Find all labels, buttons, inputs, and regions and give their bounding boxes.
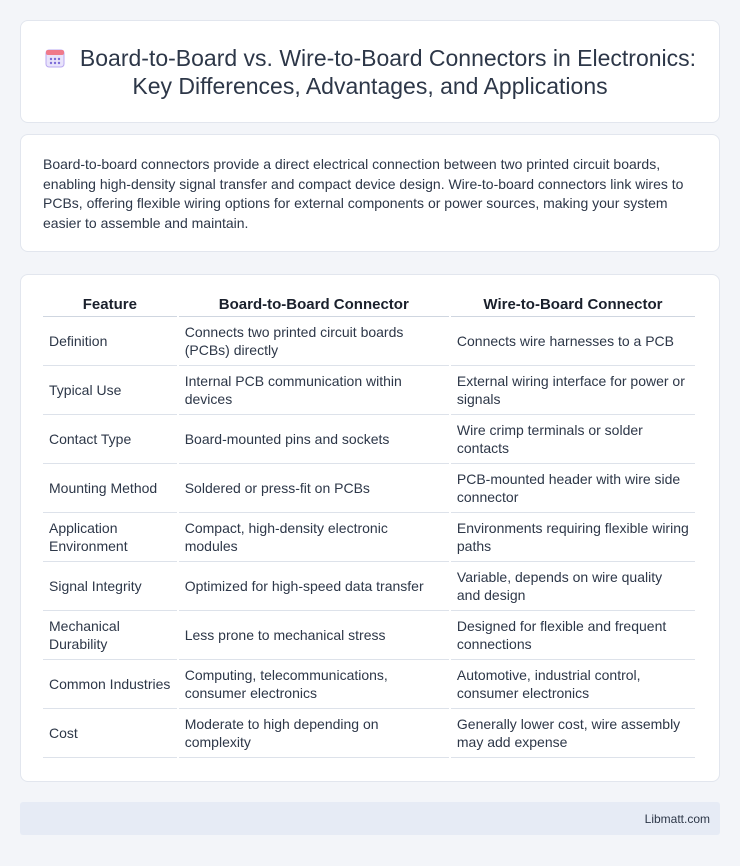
wire-to-board-cell: Variable, depends on wire quality and design	[451, 562, 695, 611]
header-feature: Feature	[43, 295, 177, 317]
table-row	[43, 562, 695, 611]
board-to-board-cell: Internal PCB communication within devices	[179, 366, 449, 415]
table-row	[43, 464, 695, 513]
board-to-board-cell: Moderate to high depending on complexity	[179, 709, 449, 758]
table-row	[43, 709, 695, 758]
table-row	[43, 513, 695, 562]
feature-cell: Mounting Method	[43, 464, 177, 513]
table-row	[43, 611, 695, 660]
intro-card	[20, 134, 720, 252]
calendar-grid-icon	[44, 47, 66, 69]
table-header-row	[43, 295, 695, 317]
board-to-board-cell: Soldered or press-fit on PCBs	[179, 464, 449, 513]
feature-cell: Typical Use	[43, 366, 177, 415]
header-board-to-board: Board-to-Board Connector	[179, 295, 449, 317]
board-to-board-cell: Computing, telecommunications, consumer electronics	[179, 660, 449, 709]
feature-cell: Mechanical Durability	[43, 611, 177, 660]
table-row	[43, 317, 695, 366]
board-to-board-cell: Compact, high-density electronic modules	[179, 513, 449, 562]
table-row	[43, 660, 695, 709]
comparison-table	[41, 295, 697, 758]
page-title	[41, 44, 699, 100]
feature-cell: Common Industries	[43, 660, 177, 709]
feature-cell: Application Environment	[43, 513, 177, 562]
wire-to-board-cell: Generally lower cost, wire assembly may add expense	[451, 709, 695, 758]
page-title-text: Board-to-Board vs. Wire-to-Board Connectors in Electronics: Key Differences, Advantages, and Applications	[79, 44, 697, 99]
wire-to-board-cell: Designed for flexible and frequent connections	[451, 611, 695, 660]
footer	[20, 802, 720, 835]
comparison-card	[20, 274, 720, 782]
wire-to-board-cell: Automotive, industrial control, consumer electronics	[451, 660, 695, 709]
board-to-board-cell: Optimized for high-speed data transfer	[179, 562, 449, 611]
board-to-board-cell: Board-mounted pins and sockets	[179, 415, 449, 464]
feature-cell: Contact Type	[43, 415, 177, 464]
wire-to-board-cell: External wiring interface for power or signals	[451, 366, 695, 415]
wire-to-board-cell: Wire crimp terminals or solder contacts	[451, 415, 695, 464]
header-wire-to-board: Wire-to-Board Connector	[451, 295, 695, 317]
wire-to-board-cell: PCB-mounted header with wire side connector	[451, 464, 695, 513]
board-to-board-cell: Less prone to mechanical stress	[179, 611, 449, 660]
table-row	[43, 366, 695, 415]
table-body	[43, 317, 695, 758]
title-card	[20, 20, 720, 123]
board-to-board-cell: Connects two printed circuit boards (PCBs) directly	[179, 317, 449, 366]
feature-cell: Signal Integrity	[43, 562, 177, 611]
feature-cell: Cost	[43, 709, 177, 758]
table-row	[43, 415, 695, 464]
wire-to-board-cell: Environments requiring flexible wiring paths	[451, 513, 695, 562]
footer-brand: Libmatt.com	[644, 811, 710, 826]
wire-to-board-cell: Connects wire harnesses to a PCB	[451, 317, 695, 366]
feature-cell: Definition	[43, 317, 177, 366]
intro-paragraph: Board-to-board connectors provide a direct electrical connection between two printed circuit boards, enabling high-density signal transfer and compact device design. Wire-to-board connectors link wires to PCBs, offering flexible wiring options for external components or power sources, making your system easier to assemble and maintain.	[43, 156, 684, 231]
